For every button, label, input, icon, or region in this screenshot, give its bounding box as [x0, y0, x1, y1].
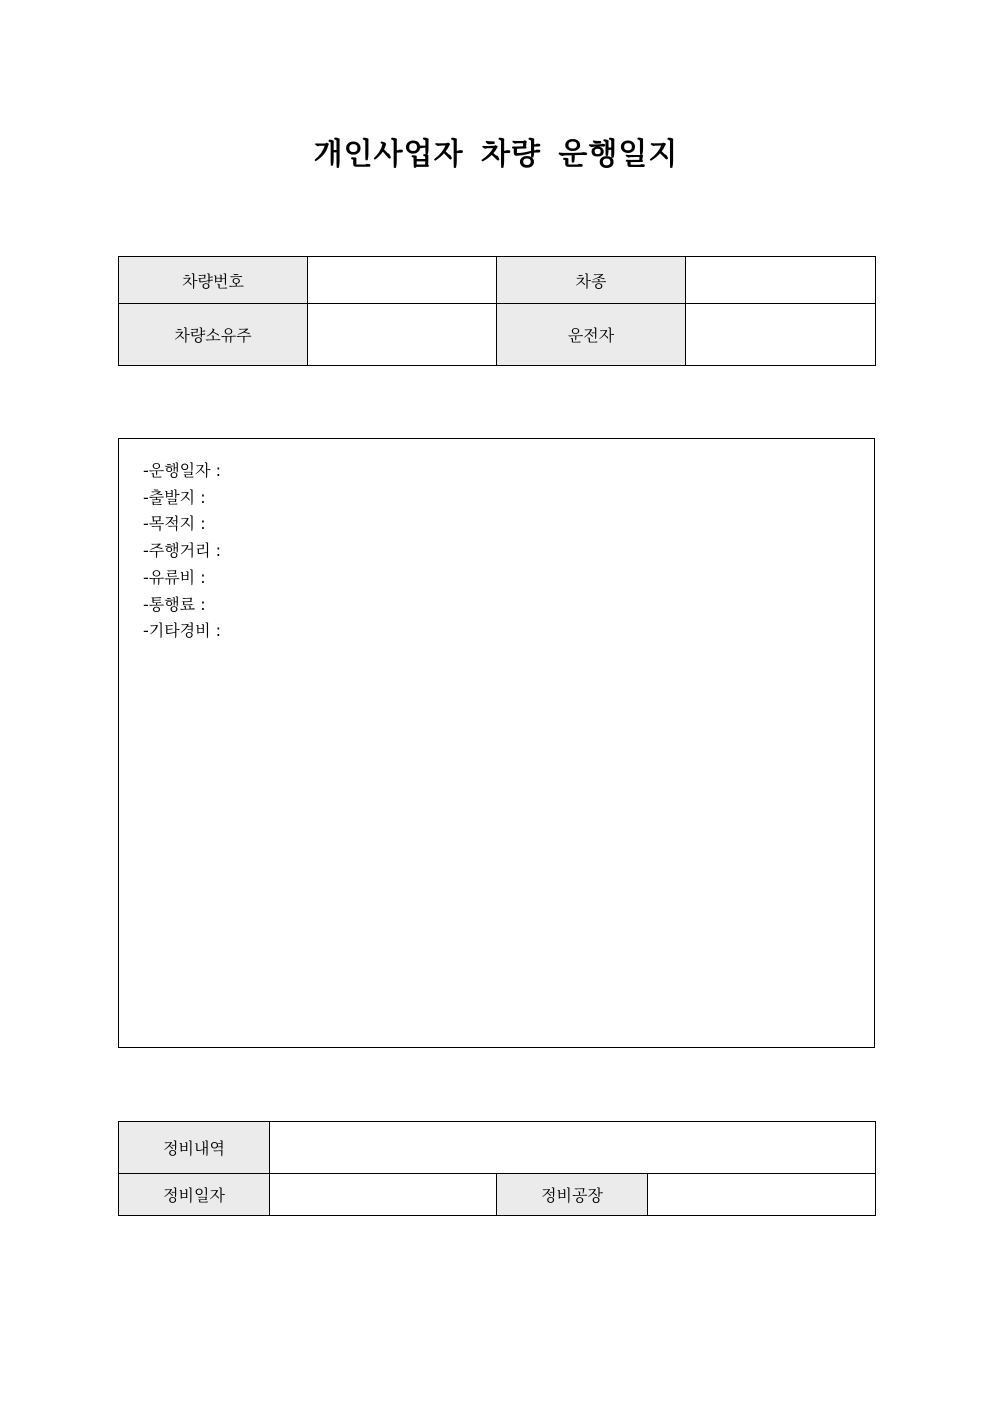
maintenance-table [118, 1121, 876, 1216]
log-field-other-expenses: -기타경비 : [143, 621, 222, 641]
log-field-departure: -출발지 : [143, 487, 206, 507]
maintenance-details-label: 정비내역 [119, 1122, 270, 1174]
log-field-drive-date: -운행일자 : [143, 461, 222, 480]
log-field-distance: -주행거리 : [143, 541, 222, 561]
driving-log-box[interactable] [118, 438, 875, 1048]
log-field-toll: -통행료 : [143, 594, 206, 614]
vehicle-owner-field[interactable] [308, 304, 497, 366]
vehicle-type-label: 차종 [497, 257, 686, 304]
log-field-fuel-cost: -유류비 : [143, 567, 206, 587]
page-title: 개인사업자 차량 운행일지 [313, 137, 679, 172]
log-field-destination: -목적지 : [143, 514, 206, 534]
maintenance-date-label: 정비일자 [119, 1174, 270, 1216]
vehicle-info-table [118, 256, 876, 366]
maintenance-shop-field[interactable] [648, 1174, 876, 1216]
driver-field[interactable] [686, 304, 876, 366]
maintenance-date-field[interactable] [270, 1174, 497, 1216]
driver-label: 운전자 [497, 304, 686, 366]
vehicle-number-field[interactable] [308, 257, 497, 304]
maintenance-shop-label: 정비공장 [497, 1174, 648, 1216]
vehicle-type-field[interactable] [686, 257, 876, 304]
maintenance-details-field[interactable] [270, 1122, 876, 1174]
driving-log-list [143, 458, 221, 645]
vehicle-owner-label: 차량소유주 [119, 304, 308, 366]
vehicle-number-label: 차량번호 [119, 257, 308, 304]
